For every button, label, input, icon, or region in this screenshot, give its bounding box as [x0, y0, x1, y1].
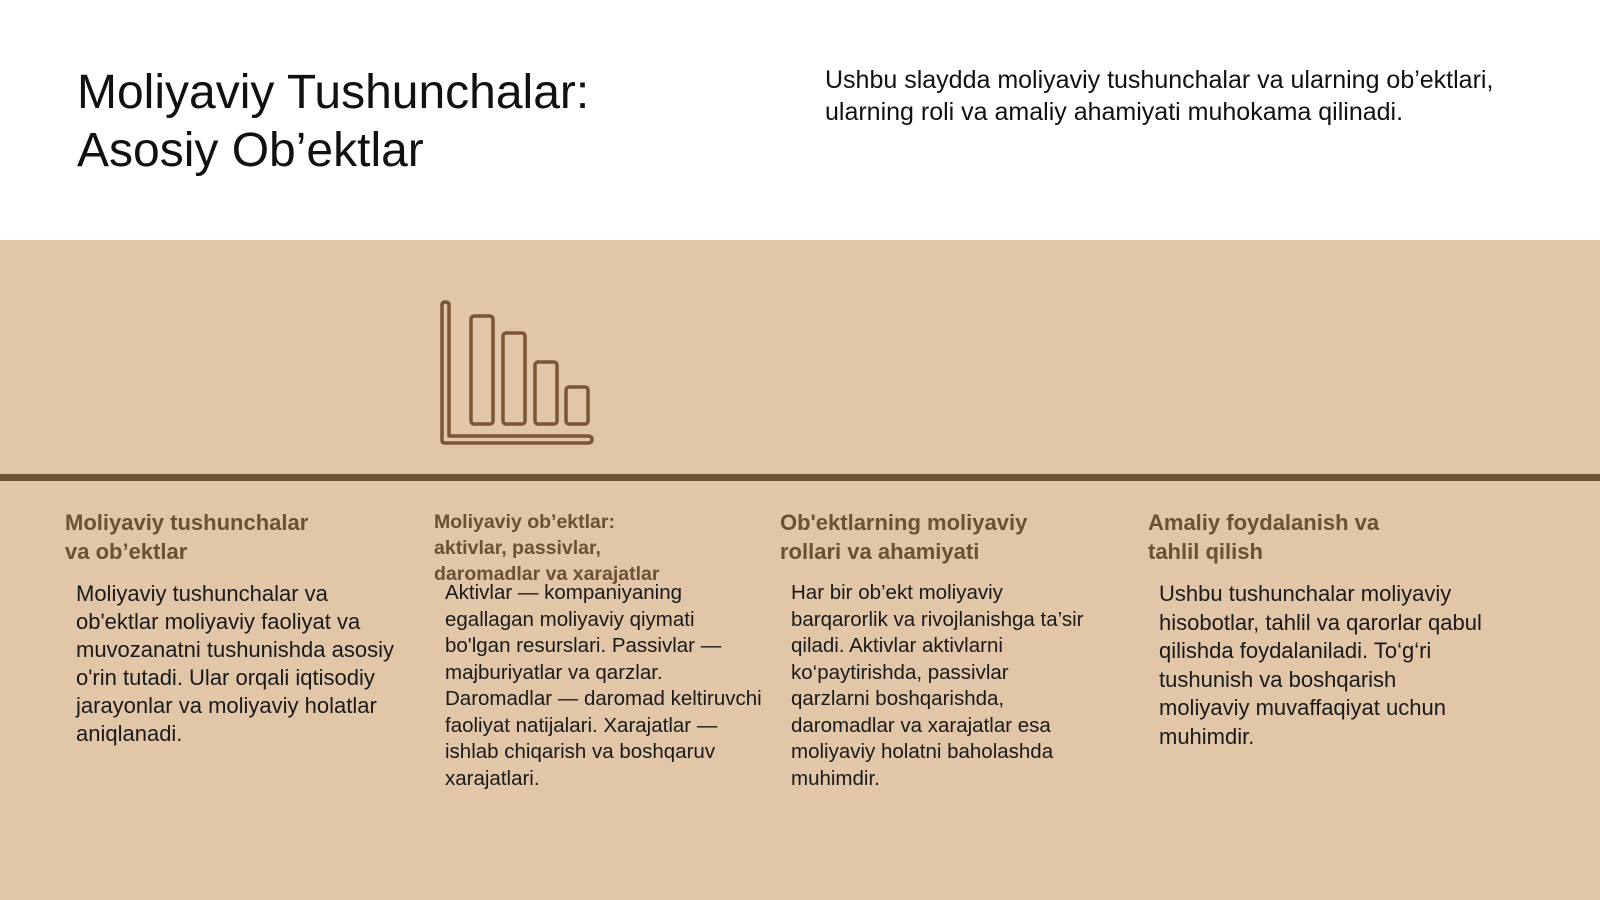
column-heading: Amaliy foydalanish va tahlil qilish	[1148, 510, 1380, 564]
column-body: Aktivlar — kompaniyaning egallagan moliyaviy qiymati bo'lgan resurslari. Passivlar — majburiyatlar va qarzlar. Daromadlar — daromad keltiruvchi faoliyat natijalari. Xarajatlar — ishlab chiqarish va boshqaruv xarajatlari.	[445, 581, 762, 790]
column-heading: Moliyaviy ob’ektlar: aktivlar, passivlar, daromadlar va xarajatlar	[434, 511, 660, 585]
horizontal-divider	[0, 474, 1600, 481]
column-body: Har bir ob’ekt moliyaviy barqarorlik va rivojlanishga ta’sir qiladi. Aktivlar aktivlarni ko‘paytirishda, passivlar qarzlarni boshqarishda, daromadlar va xarajatlar esa moliyaviy holatni baholashda muhimdir.	[791, 581, 1084, 790]
slide-title: Moliyaviy Tushunchalar: Asosiy Ob’ektlar	[77, 66, 590, 177]
column-body: Ushbu tushunchalar moliyaviy hisobotlar, tahlil va qarorlar qabul qilishda foydalaniladi. To‘g‘ri tushunish va boshqarish moliyaviy muvaffaqiyat uchun muhimdir.	[1159, 581, 1482, 749]
column-body: Moliyaviy tushunchalar va ob'ektlar moliyaviy faoliyat va muvozanatni tushunishda asosiy o'rin tutadi. Ular orqali iqtisodiy jarayonlar va moliyaviy holatlar aniqlanadi.	[76, 581, 394, 746]
bar-chart-icon	[440, 300, 600, 450]
slide-header	[0, 0, 1600, 240]
content-band	[0, 240, 1600, 900]
slide-subtitle: Ushbu slaydda moliyaviy tushunchalar va ularning ob’ektlari, ularning roli va amaliy ahamiyati muhokama qilinadi.	[825, 66, 1494, 126]
column-heading: Moliyaviy tushunchalar va ob’ektlar	[65, 510, 309, 564]
column-heading: Ob'ektlarning moliyaviy rollari va ahamiyati	[780, 510, 1028, 564]
